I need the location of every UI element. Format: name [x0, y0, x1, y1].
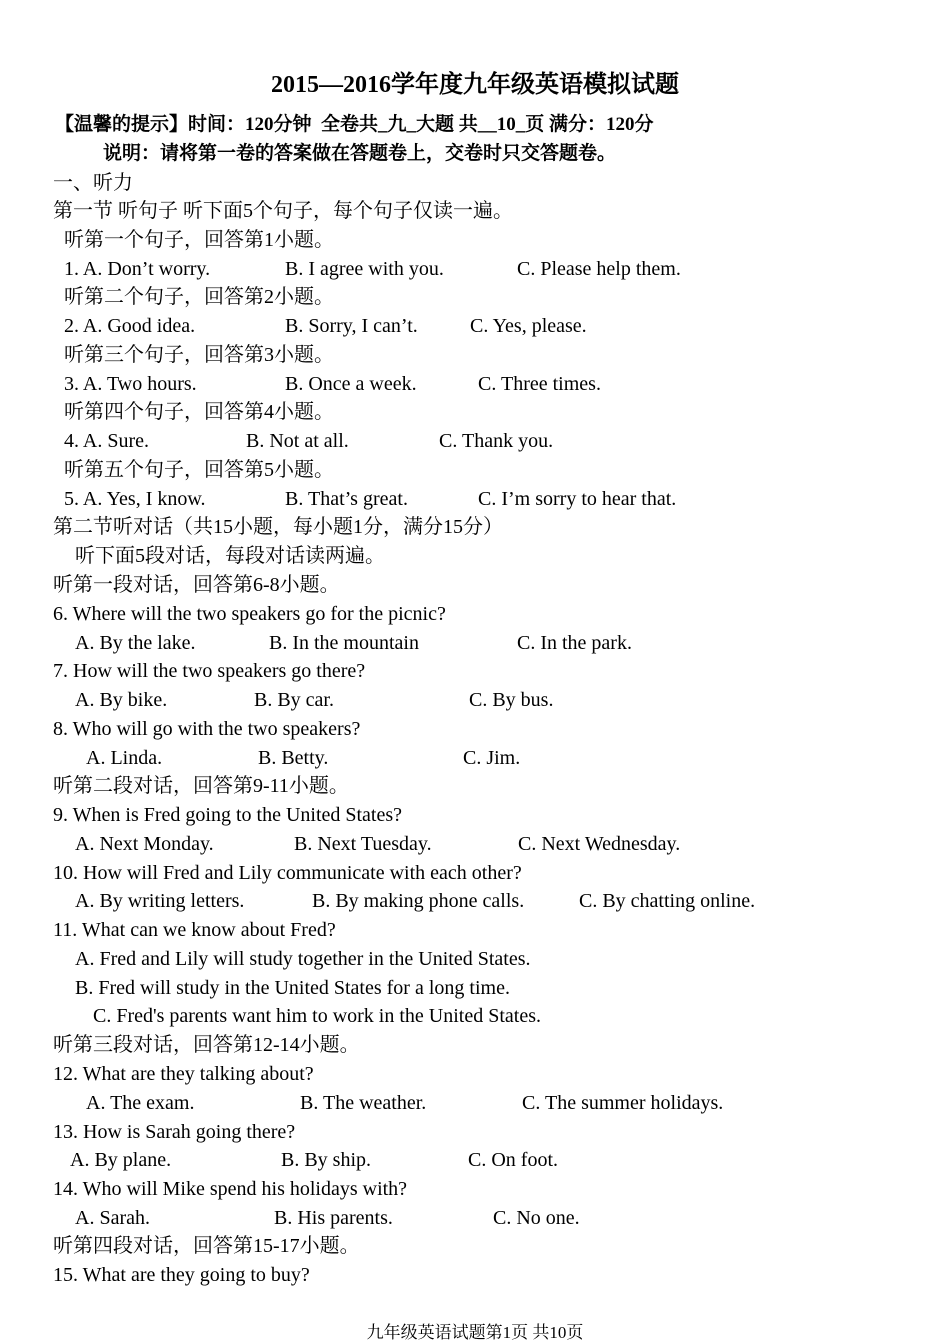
- option-b: B. Sorry, I can’t.: [285, 315, 418, 337]
- option-c: C. By bus.: [469, 689, 554, 711]
- dialog-heading: 听第二段对话，回答第9-11小题。: [53, 775, 349, 797]
- option-c: C. By chatting online.: [579, 890, 756, 912]
- option-a: 1. A. Don’t worry.: [64, 258, 211, 280]
- option-a: A. By writing letters.: [75, 890, 245, 912]
- option-c: C. Jim.: [463, 747, 521, 769]
- option-a: 3. A. Two hours.: [64, 373, 197, 395]
- question-text: 14. Who will Mike spend his holidays with?: [53, 1178, 408, 1200]
- option-a: A. By the lake.: [75, 632, 196, 654]
- option-b: B. Not at all.: [246, 430, 349, 452]
- option-b: B. Betty.: [258, 747, 329, 769]
- question-prompt: 听第五个句子，回答第5小题。: [64, 459, 334, 481]
- option-a: 4. A. Sure.: [64, 430, 149, 452]
- exam-tip: 【温馨的提示】时间：120分钟 全卷共_九_大题 共__10_页 满分：120分: [55, 114, 654, 135]
- page-title: 2015—2016学年度九年级英语模拟试题: [271, 72, 679, 98]
- option-a: A. Next Monday.: [75, 833, 214, 855]
- option-c: C. Please help them.: [517, 258, 681, 280]
- option-b: B. By making phone calls.: [312, 890, 525, 912]
- question-text: 12. What are they talking about?: [53, 1063, 314, 1085]
- option-c: C. Three times.: [478, 373, 601, 395]
- question-text: 15. What are they going to buy?: [53, 1264, 310, 1286]
- dialog-heading: 听第一段对话，回答第6-8小题。: [53, 574, 340, 596]
- option-a: A. Linda.: [86, 747, 163, 769]
- option-b: B. By ship.: [281, 1149, 372, 1171]
- question-prompt: 听第一个句子，回答第1小题。: [64, 229, 334, 251]
- option-c: C. Thank you.: [439, 430, 554, 452]
- option-b: B. Next Tuesday.: [294, 833, 432, 855]
- option-c: C. On foot.: [468, 1149, 558, 1171]
- option-b: B. In the mountain: [269, 632, 419, 654]
- dialog-heading: 听第四段对话，回答第15-17小题。: [53, 1235, 360, 1257]
- option-b: B. That’s great.: [285, 488, 408, 510]
- question-prompt: 听第三个句子，回答第3小题。: [64, 344, 334, 366]
- option-c: C. The summer holidays.: [522, 1092, 724, 1114]
- section-heading: 第一节 听句子 听下面5个句子，每个句子仅读一遍。: [53, 200, 513, 222]
- dialog-heading: 听第三段对话，回答第12-14小题。: [53, 1034, 360, 1056]
- question-text: 10. How will Fred and Lily communicate with each other?: [53, 862, 522, 884]
- option-c: C. No one.: [493, 1207, 580, 1229]
- option-c: C. Fred's parents want him to work in the United States.: [93, 1005, 541, 1027]
- option-c: C. Yes, please.: [470, 315, 587, 337]
- option-a: A. The exam.: [86, 1092, 195, 1114]
- option-a: A. Fred and Lily will study together in the United States.: [75, 948, 531, 970]
- option-b: B. Fred will study in the United States for a long time.: [75, 977, 510, 999]
- option-c: C. In the park.: [517, 632, 632, 654]
- part-heading: 一、听力: [53, 172, 133, 194]
- question-text: 13. How is Sarah going there?: [53, 1121, 296, 1143]
- exam-note: 说明：请将第一卷的答案做在答题卷上，交卷时只交答题卷。: [103, 143, 617, 164]
- option-a: 2. A. Good idea.: [64, 315, 196, 337]
- option-a: 5. A. Yes, I know.: [64, 488, 206, 510]
- page-footer: 九年级英语试题第1页 共10页: [366, 1323, 584, 1342]
- option-a: A. By plane.: [70, 1149, 172, 1171]
- section-note: 听下面5段对话，每段对话读两遍。: [75, 545, 385, 567]
- option-c: C. I’m sorry to hear that.: [478, 488, 677, 510]
- option-b: B. By car.: [254, 689, 334, 711]
- question-text: 7. How will the two speakers go there?: [53, 660, 366, 682]
- section-heading: 第二节听对话（共15小题，每小题1分，满分15分）: [53, 516, 503, 538]
- question-text: 9. When is Fred going to the United States?: [53, 804, 403, 826]
- option-b: B. I agree with you.: [285, 258, 444, 280]
- question-text: 11. What can we know about Fred?: [53, 919, 336, 941]
- option-b: B. Once a week.: [285, 373, 417, 395]
- option-c: C. Next Wednesday.: [518, 833, 681, 855]
- question-prompt: 听第四个句子，回答第4小题。: [64, 401, 334, 423]
- option-a: A. By bike.: [75, 689, 168, 711]
- question-text: 8. Who will go with the two speakers?: [53, 718, 361, 740]
- option-b: B. His parents.: [274, 1207, 393, 1229]
- option-b: B. The weather.: [300, 1092, 427, 1114]
- question-text: 6. Where will the two speakers go for the picnic?: [53, 603, 446, 625]
- option-a: A. Sarah.: [75, 1207, 150, 1229]
- question-prompt: 听第二个句子，回答第2小题。: [64, 286, 334, 308]
